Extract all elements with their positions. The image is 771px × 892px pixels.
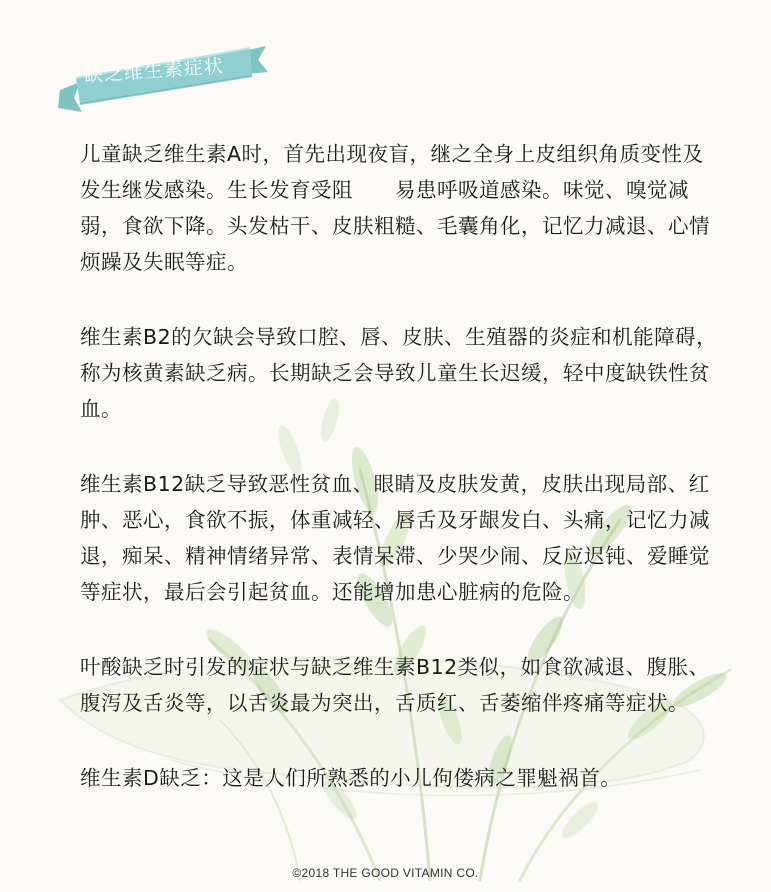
paragraph-vitamin-b2: 维生素B2的欠缺会导致口腔、唇、皮肤、生殖器的炎症和机能障碍，称为核黄素缺乏病。长期缺乏会导致儿童生长迟缓，轻中度缺铁性贫血。: [80, 325, 718, 421]
copyright-footer: ©2018 THE GOOD VITAMIN CO.: [292, 866, 479, 880]
article-body: [80, 136, 720, 835]
paragraph-vitamin-d: 维生素D缺乏：这是人们所熟悉的小儿佝偻病之罪魁祸首。: [80, 766, 622, 790]
paragraph-vitamin-b12: 维生素B12缺乏导致恶性贫血、眼睛及皮肤发黄，皮肤出现局部、红肿、恶心，食欲不振，体重减轻、唇舌及牙龈发白、头痛，记忆力减退，痴呆、精神情绪异常、表情呆滞、少哭少闹、反应迟钝、爱睡觉等症状，最后会引起贫血。还能增加患心脏病的危险。: [80, 472, 710, 604]
paragraph-folic-acid: 叶酸缺乏时引发的症状与缺乏维生素B12类似，如食欲减退、腹胀、腹泻及舌炎等，以舌炎最为突出，舌质红、舌萎缩伴疼痛等症状。: [80, 655, 710, 715]
paragraph-vitamin-a: 儿童缺乏维生素A时，首先出现夜盲，继之全身上皮组织角质变性及发生继发感染。生长发育受阻 易患呼吸道感染。味觉、嗅觉减弱，食欲下降。头发枯干、皮肤粗糙、毛囊角化，记忆力减退、心情烦躁及失眠等症。: [80, 142, 710, 274]
section-title: 缺乏维生素症状: [83, 55, 225, 87]
